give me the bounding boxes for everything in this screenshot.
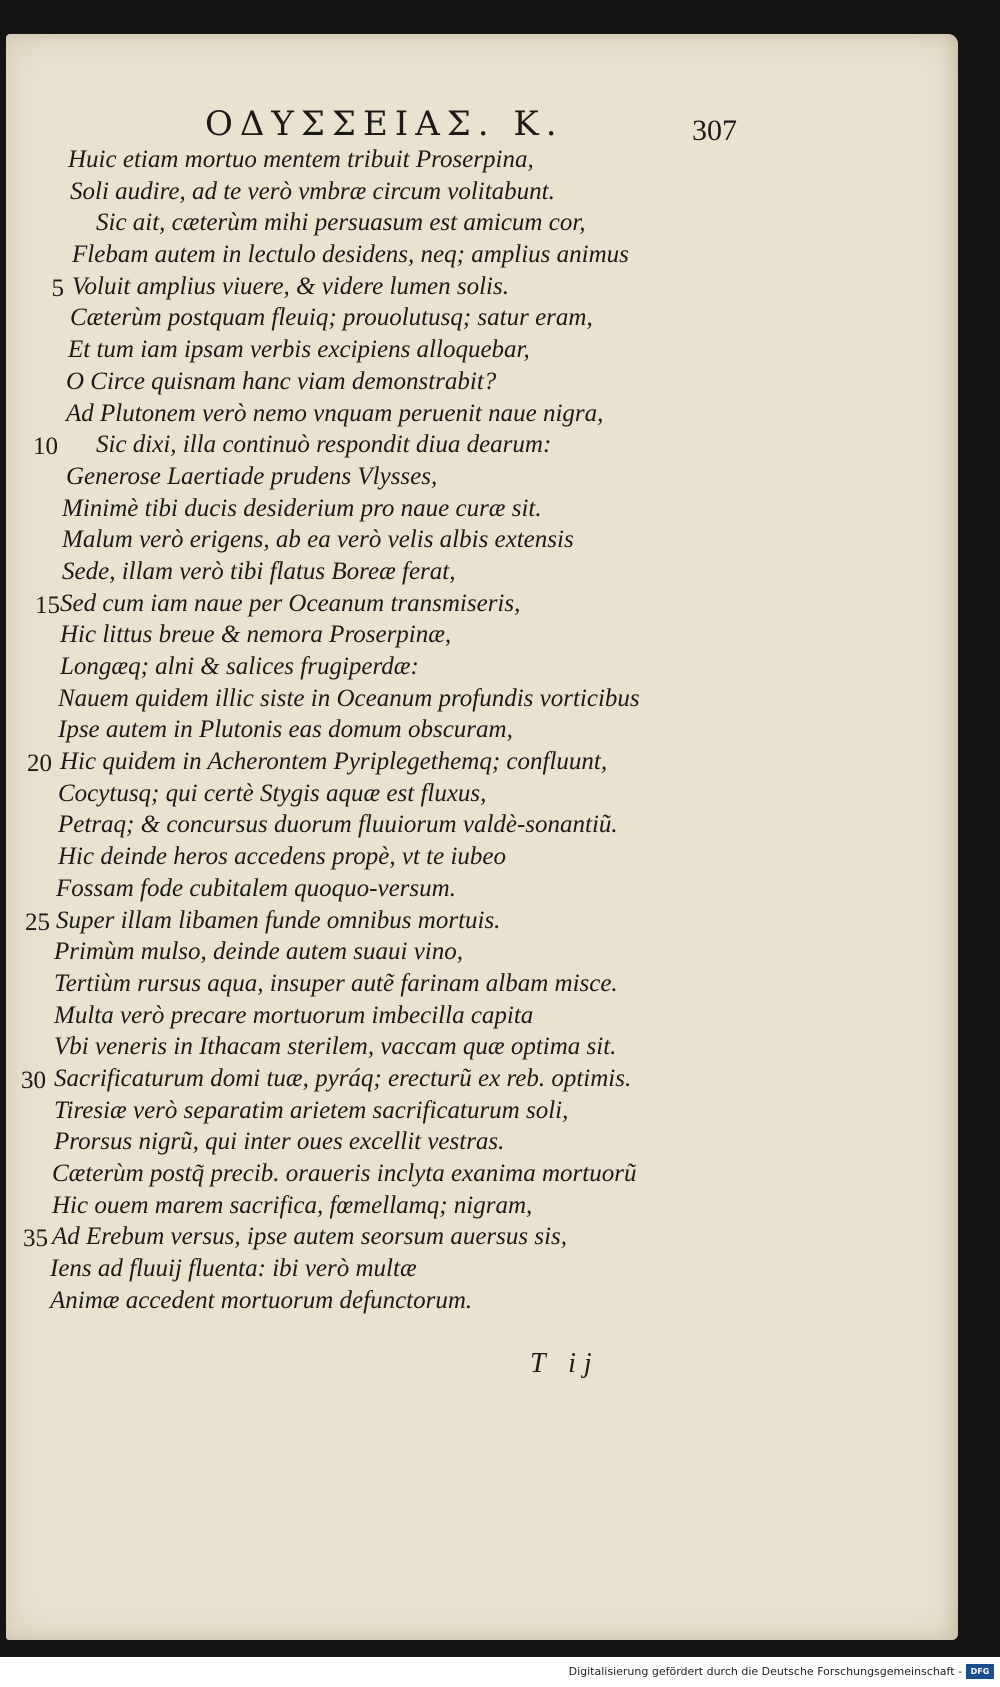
- verse-line: [0, 495, 1000, 527]
- footer-bar: [0, 1657, 1000, 1687]
- verse-text-line: Sed cum iam naue per Oceanum transmiseris,: [60, 589, 521, 617]
- verse-text-line: Hic deinde heros accedens propè, vt te iubeo: [58, 843, 506, 871]
- verse-text-line: Animæ accedent mortuorum defunctorum.: [50, 1286, 473, 1314]
- verse-line: [0, 209, 1000, 241]
- verse-line: [0, 400, 1000, 432]
- verse-text-line: Voluit amplius viuere, & videre lumen solis.: [72, 272, 509, 300]
- verse-text-line: Petraq; & concursus duorum fluuiorum valdè-sonantiũ.: [58, 811, 618, 839]
- verse-line: [0, 178, 1000, 210]
- verse-text-line: Vbi veneris in Ithacam sterilem, vaccam quæ optima sit.: [54, 1033, 617, 1061]
- verse-line: [0, 336, 1000, 368]
- verse-text-line: Sic dixi, illa continuò respondit diua dearum:: [96, 431, 552, 459]
- verse-line: [0, 1033, 1000, 1065]
- verse-line: [0, 1192, 1000, 1224]
- verse-text-line: Sic ait, cæterùm mihi persuasum est amicum cor,: [96, 209, 586, 237]
- verse-line: [0, 811, 1000, 843]
- verse-text-line: Tiresiæ verò separatim arietem sacrificaturum soli,: [54, 1096, 569, 1124]
- footer-credit: Digitalisierung gefördert durch die Deutsche Forschungsgemeinschaft -: [568, 1665, 962, 1678]
- verse-line: [0, 1160, 1000, 1192]
- verse-text-line: Tertiùm rursus aqua, insuper autẽ farinam albam misce.: [54, 969, 618, 997]
- verse-line: [0, 273, 1000, 305]
- verse-text-line: Generose Laertiade prudens Vlysses,: [66, 462, 438, 490]
- verse-text-line: Huic etiam mortuo mentem tribuit Proserpina,: [68, 146, 534, 173]
- verse-line: [0, 1255, 1000, 1287]
- verse-line: [0, 621, 1000, 653]
- verse-line: [0, 748, 1000, 780]
- verse-text-line: Soli audire, ad te verò vmbræ circum volitabunt.: [70, 177, 555, 205]
- verse-text-line: Hic littus breue & nemora Proserpinæ,: [60, 621, 452, 649]
- verse-line: [0, 938, 1000, 970]
- verse-text-line: Iens ad fluuij fluenta: ibi verò multæ: [50, 1255, 417, 1283]
- verse-text-line: Minimè tibi ducis desiderium pro naue curæ sit.: [62, 494, 542, 522]
- verse-text-line: Super illam libamen funde omnibus mortuis.: [56, 906, 501, 934]
- running-title: ΟΔΥΣΣΕΙΑΣ. Κ.: [205, 104, 564, 144]
- verse-line: [0, 1128, 1000, 1160]
- verse-line: [0, 875, 1000, 907]
- verse-line: [0, 843, 1000, 875]
- verse-text-line: Ipse autem in Plutonis eas domum obscuram,: [58, 716, 513, 744]
- verse-text-line: Cæterùm postq̃ precib. oraueris inclyta exanima mortuorũ: [52, 1160, 637, 1187]
- verse-line: [0, 146, 1000, 178]
- verse-line: [0, 368, 1000, 400]
- dfg-logo: DFG: [966, 1664, 994, 1679]
- page-header: [0, 104, 1000, 147]
- verse-text-line: Et tum iam ipsam verbis excipiens alloquebar,: [68, 336, 530, 364]
- verse-text-line: Sede, illam verò tibi flatus Boreæ ferat,: [62, 557, 456, 585]
- verse-line: [0, 716, 1000, 748]
- verse-line: [0, 431, 1000, 463]
- verse-line: [0, 304, 1000, 336]
- verse-text-line: Ad Erebum versus, ipse autem seorsum auersus sis,: [52, 1223, 568, 1251]
- verse-line: [0, 907, 1000, 939]
- verse-text-line: O Circe quisnam hanc viam demonstrabit?: [66, 367, 497, 395]
- verse-line: [0, 1223, 1000, 1255]
- verse-line: [0, 241, 1000, 273]
- verse-line: [0, 558, 1000, 590]
- verse-text-line: Hic ouem marem sacrifica, fœmellamq; nigram,: [52, 1191, 533, 1219]
- line-number: 35: [23, 1225, 48, 1253]
- line-number: 20: [27, 750, 52, 778]
- verse-text-line: Nauem quidem illic siste in Oceanum profundis vorticibus: [58, 684, 640, 712]
- line-number: 5: [51, 274, 64, 302]
- verse-line: [0, 1287, 1000, 1319]
- verse-line: [0, 780, 1000, 812]
- line-number: 30: [21, 1066, 46, 1094]
- verse-line: [0, 970, 1000, 1002]
- verse-text-line: Hic quidem in Acherontem Pyriplegethemq; confluunt,: [60, 748, 608, 776]
- verse-line: [0, 653, 1000, 685]
- line-number: 15: [35, 591, 60, 619]
- verse-line: [0, 685, 1000, 717]
- verse-text-line: Ad Plutonem verò nemo vnquam peruenit naue nigra,: [66, 399, 604, 427]
- signature-mark: T ij: [530, 1348, 600, 1379]
- verse-line: [0, 1002, 1000, 1034]
- page-number: 307: [692, 114, 737, 147]
- verse-text-line: Fossam fode cubitalem quoquo-versum.: [56, 874, 456, 902]
- verse-text-line: Cæterùm postquam fleuiq; prouolutusq; satur eram,: [70, 304, 593, 332]
- verse-text-line: Prorsus nigrũ, qui inter oues excellit vestras.: [54, 1128, 505, 1156]
- line-number: 10: [33, 433, 58, 461]
- verse-line: [0, 463, 1000, 495]
- verse-text-line: Malum verò erigens, ab ea verò velis albis extensis: [62, 526, 574, 554]
- verse-text: [0, 146, 1000, 1318]
- verse-text-line: Multa verò precare mortuorum imbecilla capita: [54, 1001, 534, 1029]
- verse-text-line: Primùm mulso, deinde autem suaui vino,: [54, 938, 463, 966]
- verse-text-line: Longæq; alni & salices frugiperdæ:: [60, 653, 419, 680]
- verse-line: [0, 1065, 1000, 1097]
- line-number: 25: [25, 908, 50, 936]
- verse-line: [0, 526, 1000, 558]
- verse-text-line: Cocytusq; qui certè Stygis aquæ est fluxus,: [58, 779, 487, 807]
- verse-line: [0, 590, 1000, 622]
- verse-text-line: Flebam autem in lectulo desidens, neq; amplius animus: [72, 241, 629, 269]
- verse-line: [0, 1097, 1000, 1129]
- verse-text-line: Sacrificaturum domi tuæ, pyráq; erecturũ ex reb. optimis.: [54, 1064, 632, 1092]
